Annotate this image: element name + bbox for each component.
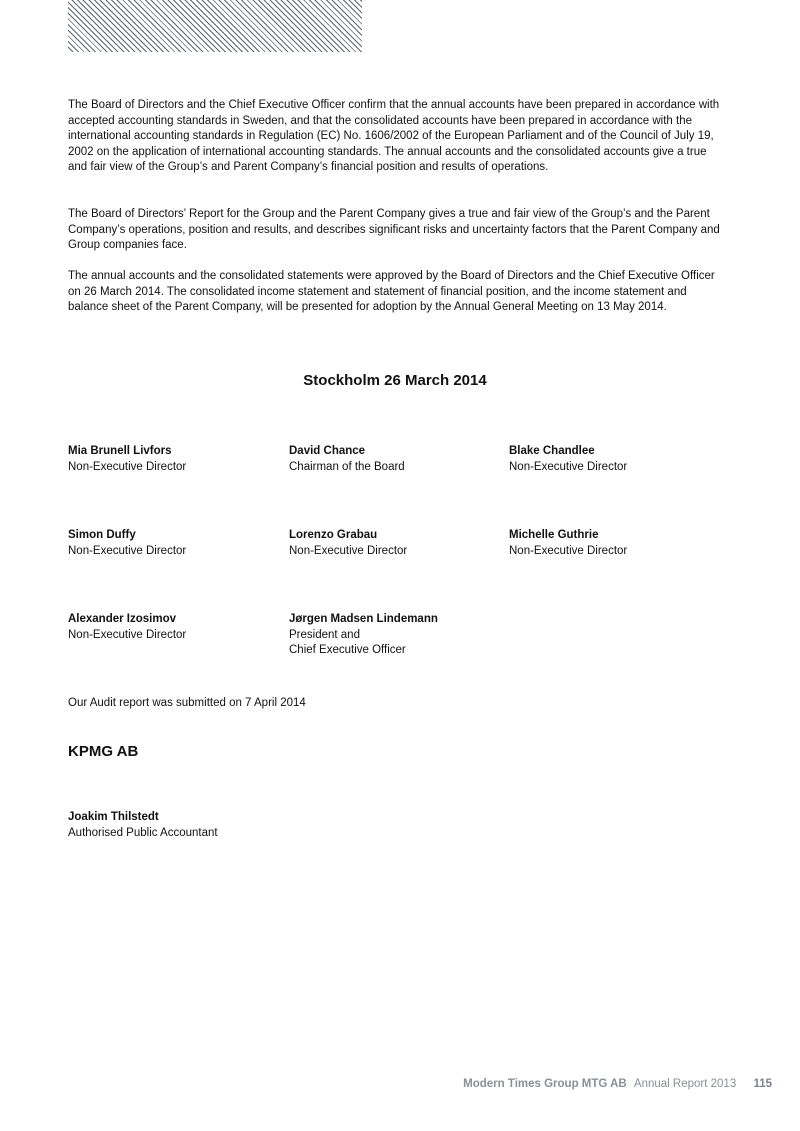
- paragraph-confirmation: The Board of Directors and the Chief Executive Officer confirm that the annual accounts have been prepared in accordance with accepted accounting standards in Sweden, and that the consolidated accounts have been prepared in accordance with the international accounting standards in Regulation (EC) No. 1606/2002 of the European Parliament and of the Council of July 19, 2002 on the application of international accounting standards. The annual accounts and the consolidated accounts give a true and fair view of the Group’s and Parent Company’s financial position and results of operations.: [68, 99, 720, 174]
- signatory-title: Non-Executive Director: [509, 460, 628, 473]
- signatory-title: Chairman of the Board: [289, 460, 405, 473]
- signatory-name: Michelle Guthrie: [509, 529, 599, 541]
- signatory-block: [289, 612, 504, 659]
- signatory-name: Lorenzo Grabau: [289, 529, 378, 541]
- signatory-name: David Chance: [289, 445, 366, 457]
- signatory-name: Mia Brunell Livfors: [68, 445, 172, 457]
- signatory-block: [509, 444, 724, 475]
- signatory-title: Non-Executive Director: [68, 628, 187, 641]
- signatory-block: [289, 444, 504, 475]
- footer-report-title: Annual Report 2013: [633, 1078, 737, 1090]
- signatory-name: Simon Duffy: [68, 529, 136, 541]
- page-footer: [463, 1078, 772, 1090]
- place-date-heading: Stockholm 26 March 2014: [303, 372, 487, 389]
- paragraph-approval: The annual accounts and the consolidated statements were approved by the Board of Directors and the Chief Executive Officer on 26 March 2014. The consolidated income statement and statement of financial position, and the income statement and balance sheet of the Parent Company, will be presented for adoption by the Annual General Meeting on 13 May 2014.: [68, 270, 715, 314]
- signatory-block: [68, 528, 283, 559]
- signatory-title: Non-Executive Director: [509, 544, 628, 557]
- signatory-title: President and Chief Executive Officer: [289, 628, 406, 657]
- signatory-block: [68, 444, 283, 475]
- signatory-title: Non-Executive Director: [289, 544, 408, 557]
- auditor-name: Joakim Thilstedt: [68, 811, 159, 823]
- signatory-block: [509, 528, 724, 559]
- auditor-title: Authorised Public Accountant: [68, 826, 218, 839]
- auditor-block: [68, 810, 283, 841]
- signatory-block: [68, 612, 283, 643]
- signatory-name: Alexander Izosimov: [68, 613, 177, 625]
- audit-report-note: Our Audit report was submitted on 7 April 2014: [68, 697, 306, 709]
- paragraph-directors-report: The Board of Directors’ Report for the Group and the Parent Company gives a true and fair view of the Group’s and the Parent Company’s operations, position and results, and describes significant risks and uncertainty factors that the Parent Company and Group companies face.: [68, 208, 720, 252]
- signatory-block: [289, 528, 504, 559]
- signatory-title: Non-Executive Director: [68, 460, 187, 473]
- signatory-name: Blake Chandlee: [509, 445, 595, 457]
- signatory-title: Non-Executive Director: [68, 544, 187, 557]
- footer-company: Modern Times Group MTG AB: [463, 1078, 627, 1090]
- page-number: 115: [753, 1078, 772, 1090]
- decorative-hatch-pattern: [68, 0, 362, 52]
- signatory-name: Jørgen Madsen Lindemann: [289, 613, 438, 625]
- audit-firm-name: KPMG AB: [68, 743, 139, 760]
